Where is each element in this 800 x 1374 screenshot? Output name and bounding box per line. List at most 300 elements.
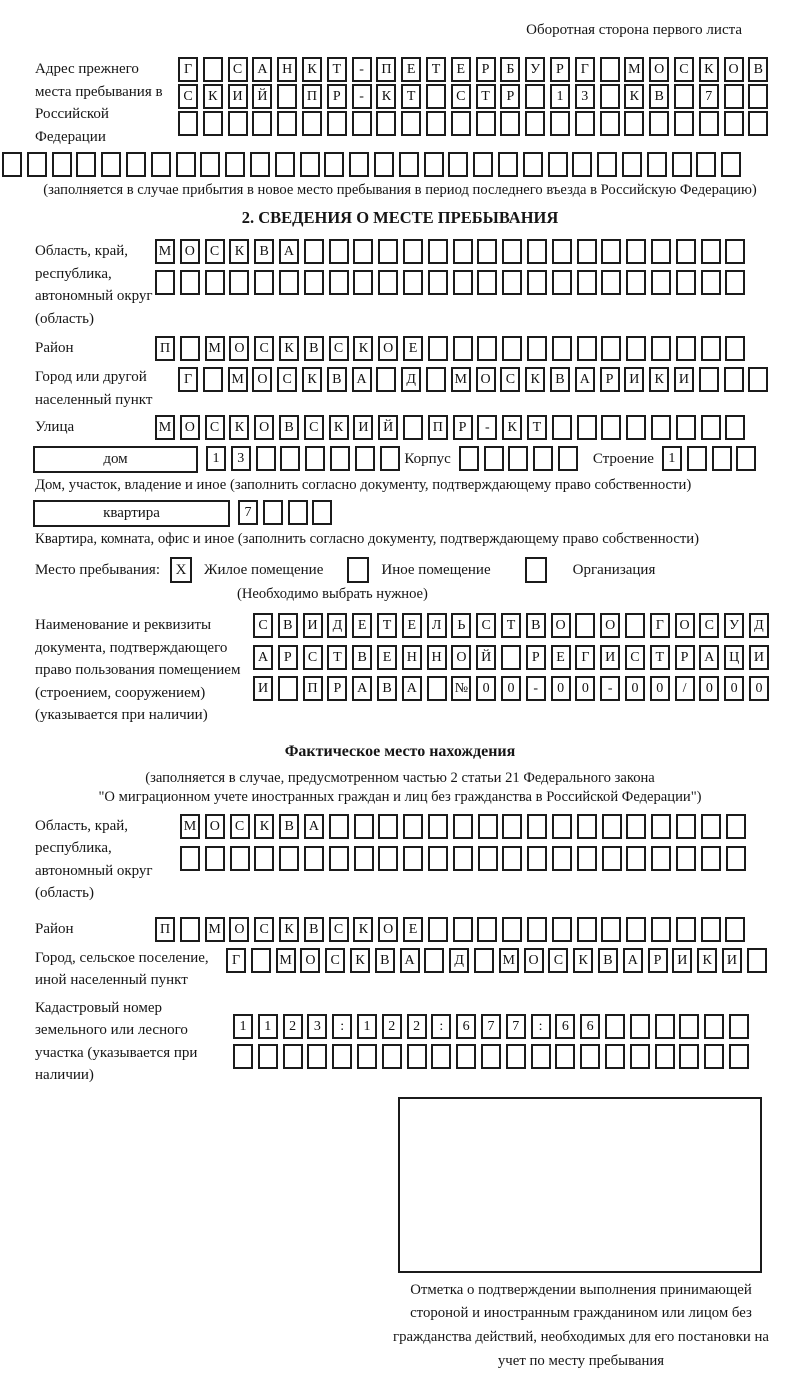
char-cell[interactable]: С [500, 367, 520, 392]
char-cell[interactable] [258, 1044, 278, 1069]
char-cell[interactable] [725, 917, 745, 942]
char-cell[interactable]: У [724, 613, 744, 638]
char-cell[interactable]: И [672, 948, 692, 973]
char-cell[interactable] [233, 1044, 253, 1069]
char-cell[interactable]: Е [352, 613, 372, 638]
char-cell[interactable] [651, 415, 671, 440]
char-cell[interactable] [251, 948, 271, 973]
char-cell[interactable] [399, 152, 419, 177]
char-cell[interactable] [327, 111, 347, 136]
char-cell[interactable]: П [376, 57, 396, 82]
char-cell[interactable] [548, 152, 568, 177]
char-cell[interactable] [453, 814, 473, 839]
char-cell[interactable] [329, 239, 349, 264]
char-cell[interactable] [354, 814, 374, 839]
char-cell[interactable] [525, 84, 545, 109]
char-cell[interactable] [101, 152, 121, 177]
char-cell[interactable]: В [278, 613, 298, 638]
char-cell[interactable]: К [699, 57, 719, 82]
char-cell[interactable] [203, 57, 223, 82]
char-cell[interactable] [701, 814, 721, 839]
char-cell[interactable] [724, 84, 744, 109]
char-cell[interactable]: А [699, 645, 719, 670]
char-cell[interactable]: А [400, 948, 420, 973]
char-cell[interactable]: П [303, 676, 323, 701]
char-cell[interactable]: 0 [551, 676, 571, 701]
char-cell[interactable]: М [276, 948, 296, 973]
char-cell[interactable]: 0 [476, 676, 496, 701]
char-cell[interactable] [555, 1044, 575, 1069]
char-cell[interactable]: В [304, 917, 324, 942]
char-cell[interactable]: Т [377, 613, 397, 638]
char-cell[interactable]: А [352, 676, 372, 701]
char-cell[interactable] [701, 336, 721, 361]
char-cell[interactable] [378, 846, 398, 871]
region-row-2[interactable] [155, 270, 750, 295]
char-cell[interactable] [355, 446, 375, 471]
char-cell[interactable]: С [205, 415, 225, 440]
document-row-2[interactable] [253, 645, 774, 670]
char-cell[interactable] [254, 270, 274, 295]
char-cell[interactable] [577, 814, 597, 839]
char-cell[interactable] [601, 270, 621, 295]
char-cell[interactable] [552, 270, 572, 295]
char-cell[interactable] [278, 676, 298, 701]
char-cell[interactable]: С [476, 613, 496, 638]
stroenie-row[interactable] [662, 446, 761, 471]
char-cell[interactable]: Т [327, 645, 347, 670]
street-row[interactable] [155, 415, 750, 440]
char-cell[interactable]: О [675, 613, 695, 638]
char-cell[interactable]: В [375, 948, 395, 973]
char-cell[interactable] [701, 846, 721, 871]
char-cell[interactable]: Р [476, 57, 496, 82]
char-cell[interactable]: Е [403, 336, 423, 361]
char-cell[interactable] [508, 446, 528, 471]
char-cell[interactable] [725, 415, 745, 440]
char-cell[interactable]: 7 [238, 500, 258, 525]
char-cell[interactable] [176, 152, 196, 177]
char-cell[interactable] [180, 917, 200, 942]
char-cell[interactable] [428, 917, 448, 942]
char-cell[interactable] [602, 846, 622, 871]
char-cell[interactable]: К [350, 948, 370, 973]
char-cell[interactable] [453, 270, 473, 295]
char-cell[interactable] [712, 446, 732, 471]
document-row-1[interactable] [253, 613, 774, 638]
char-cell[interactable] [300, 152, 320, 177]
char-cell[interactable] [453, 239, 473, 264]
char-cell[interactable]: Т [501, 613, 521, 638]
char-cell[interactable] [502, 846, 522, 871]
document-row-3[interactable] [253, 676, 774, 701]
char-cell[interactable] [277, 111, 297, 136]
char-cell[interactable] [601, 917, 621, 942]
char-cell[interactable] [76, 152, 96, 177]
char-cell[interactable]: В [550, 367, 570, 392]
char-cell[interactable] [288, 500, 308, 525]
char-cell[interactable] [527, 846, 547, 871]
char-cell[interactable]: С [625, 645, 645, 670]
char-cell[interactable] [27, 152, 47, 177]
char-cell[interactable] [725, 336, 745, 361]
char-cell[interactable] [283, 1044, 303, 1069]
char-cell[interactable] [305, 446, 325, 471]
char-cell[interactable] [428, 239, 448, 264]
char-cell[interactable] [478, 846, 498, 871]
char-cell[interactable] [523, 152, 543, 177]
char-cell[interactable] [250, 152, 270, 177]
char-cell[interactable] [699, 111, 719, 136]
char-cell[interactable]: В [304, 336, 324, 361]
char-cell[interactable]: В [254, 239, 274, 264]
char-cell[interactable] [324, 152, 344, 177]
char-cell[interactable] [428, 846, 448, 871]
char-cell[interactable]: И [674, 367, 694, 392]
char-cell[interactable] [679, 1014, 699, 1039]
char-cell[interactable] [307, 1044, 327, 1069]
char-cell[interactable]: 7 [481, 1014, 501, 1039]
char-cell[interactable]: : [431, 1014, 451, 1039]
char-cell[interactable] [674, 111, 694, 136]
char-cell[interactable] [601, 336, 621, 361]
char-cell[interactable] [724, 367, 744, 392]
char-cell[interactable] [312, 500, 332, 525]
char-cell[interactable] [498, 152, 518, 177]
char-cell[interactable]: О [300, 948, 320, 973]
char-cell[interactable] [353, 239, 373, 264]
char-cell[interactable] [329, 814, 349, 839]
char-cell[interactable] [478, 814, 498, 839]
char-cell[interactable]: Й [252, 84, 272, 109]
char-cell[interactable]: Т [476, 84, 496, 109]
char-cell[interactable] [155, 270, 175, 295]
char-cell[interactable]: 1 [233, 1014, 253, 1039]
char-cell[interactable] [575, 111, 595, 136]
char-cell[interactable]: К [279, 336, 299, 361]
char-cell[interactable] [704, 1014, 724, 1039]
char-cell[interactable]: С [674, 57, 694, 82]
char-cell[interactable] [477, 917, 497, 942]
previous-address-row-3[interactable] [178, 111, 773, 136]
char-cell[interactable] [651, 270, 671, 295]
char-cell[interactable] [527, 239, 547, 264]
char-cell[interactable] [622, 152, 642, 177]
char-cell[interactable] [748, 111, 768, 136]
char-cell[interactable]: К [353, 336, 373, 361]
char-cell[interactable] [725, 239, 745, 264]
char-cell[interactable] [651, 336, 671, 361]
char-cell[interactable] [280, 446, 300, 471]
char-cell[interactable]: 2 [382, 1014, 402, 1039]
char-cell[interactable] [374, 152, 394, 177]
char-cell[interactable]: К [649, 367, 669, 392]
char-cell[interactable]: И [303, 613, 323, 638]
char-cell[interactable] [626, 415, 646, 440]
char-cell[interactable]: Н [402, 645, 422, 670]
char-cell[interactable] [527, 336, 547, 361]
char-cell[interactable]: С [254, 336, 274, 361]
char-cell[interactable] [552, 814, 572, 839]
char-cell[interactable] [448, 152, 468, 177]
char-cell[interactable]: К [203, 84, 223, 109]
char-cell[interactable] [501, 645, 521, 670]
char-cell[interactable]: И [600, 645, 620, 670]
char-cell[interactable]: 0 [575, 676, 595, 701]
char-cell[interactable]: 0 [501, 676, 521, 701]
char-cell[interactable] [676, 239, 696, 264]
district-row[interactable] [155, 336, 750, 361]
char-cell[interactable]: О [205, 814, 225, 839]
char-cell[interactable] [676, 415, 696, 440]
char-cell[interactable] [230, 846, 250, 871]
char-cell[interactable]: А [623, 948, 643, 973]
char-cell[interactable] [747, 948, 767, 973]
char-cell[interactable] [52, 152, 72, 177]
char-cell[interactable]: С [699, 613, 719, 638]
char-cell[interactable] [699, 367, 719, 392]
char-cell[interactable] [687, 446, 707, 471]
char-cell[interactable]: Г [178, 367, 198, 392]
char-cell[interactable] [382, 1044, 402, 1069]
char-cell[interactable] [580, 1044, 600, 1069]
char-cell[interactable]: Г [575, 645, 595, 670]
char-cell[interactable] [748, 367, 768, 392]
char-cell[interactable]: Т [527, 415, 547, 440]
char-cell[interactable] [630, 1044, 650, 1069]
char-cell[interactable]: С [228, 57, 248, 82]
char-cell[interactable] [577, 415, 597, 440]
cadastral-row-2[interactable] [233, 1044, 754, 1069]
char-cell[interactable] [330, 446, 350, 471]
char-cell[interactable]: И [353, 415, 373, 440]
char-cell[interactable] [701, 239, 721, 264]
char-cell[interactable] [277, 84, 297, 109]
char-cell[interactable]: С [329, 336, 349, 361]
char-cell[interactable] [577, 846, 597, 871]
char-cell[interactable] [500, 111, 520, 136]
char-cell[interactable]: М [155, 239, 175, 264]
char-cell[interactable] [203, 111, 223, 136]
char-cell[interactable]: 6 [555, 1014, 575, 1039]
char-cell[interactable]: Д [749, 613, 769, 638]
char-cell[interactable]: О [229, 917, 249, 942]
char-cell[interactable] [525, 111, 545, 136]
char-cell[interactable]: К [254, 814, 274, 839]
char-cell[interactable] [275, 152, 295, 177]
char-cell[interactable] [352, 111, 372, 136]
char-cell[interactable]: М [180, 814, 200, 839]
char-cell[interactable] [624, 111, 644, 136]
char-cell[interactable] [701, 917, 721, 942]
char-cell[interactable] [701, 270, 721, 295]
char-cell[interactable]: Г [650, 613, 670, 638]
char-cell[interactable] [626, 239, 646, 264]
char-cell[interactable]: О [451, 645, 471, 670]
char-cell[interactable] [403, 846, 423, 871]
char-cell[interactable]: О [476, 367, 496, 392]
char-cell[interactable] [527, 917, 547, 942]
char-cell[interactable] [672, 152, 692, 177]
char-cell[interactable]: : [531, 1014, 551, 1039]
char-cell[interactable]: О [180, 415, 200, 440]
char-cell[interactable]: 3 [575, 84, 595, 109]
char-cell[interactable] [329, 846, 349, 871]
char-cell[interactable]: А [279, 239, 299, 264]
char-cell[interactable]: Р [550, 57, 570, 82]
actual-city-row[interactable] [226, 948, 772, 973]
char-cell[interactable] [357, 1044, 377, 1069]
region-row-1[interactable] [155, 239, 750, 264]
char-cell[interactable] [655, 1044, 675, 1069]
char-cell[interactable]: 2 [283, 1014, 303, 1039]
char-cell[interactable]: К [279, 917, 299, 942]
char-cell[interactable] [575, 613, 595, 638]
char-cell[interactable]: - [600, 676, 620, 701]
char-cell[interactable]: / [675, 676, 695, 701]
char-cell[interactable]: 0 [650, 676, 670, 701]
char-cell[interactable]: В [598, 948, 618, 973]
char-cell[interactable]: - [352, 84, 372, 109]
char-cell[interactable] [229, 270, 249, 295]
char-cell[interactable]: О [551, 613, 571, 638]
char-cell[interactable] [626, 814, 646, 839]
char-cell[interactable] [304, 846, 324, 871]
char-cell[interactable] [701, 415, 721, 440]
char-cell[interactable]: К [353, 917, 373, 942]
char-cell[interactable] [655, 1014, 675, 1039]
char-cell[interactable]: В [279, 415, 299, 440]
char-cell[interactable]: 2 [407, 1014, 427, 1039]
char-cell[interactable]: Т [327, 57, 347, 82]
char-cell[interactable]: К [525, 367, 545, 392]
char-cell[interactable]: К [229, 415, 249, 440]
char-cell[interactable]: 3 [307, 1014, 327, 1039]
char-cell[interactable] [502, 814, 522, 839]
char-cell[interactable]: О [254, 415, 274, 440]
char-cell[interactable]: А [402, 676, 422, 701]
char-cell[interactable] [254, 846, 274, 871]
char-cell[interactable] [552, 239, 572, 264]
char-cell[interactable] [332, 1044, 352, 1069]
char-cell[interactable]: Т [401, 84, 421, 109]
char-cell[interactable]: М [624, 57, 644, 82]
char-cell[interactable]: Н [427, 645, 447, 670]
char-cell[interactable] [477, 270, 497, 295]
char-cell[interactable]: А [352, 367, 372, 392]
char-cell[interactable]: С [548, 948, 568, 973]
char-cell[interactable] [674, 84, 694, 109]
char-cell[interactable]: И [624, 367, 644, 392]
char-cell[interactable] [605, 1014, 625, 1039]
char-cell[interactable] [476, 111, 496, 136]
char-cell[interactable] [550, 111, 570, 136]
char-cell[interactable]: В [327, 367, 347, 392]
char-cell[interactable] [228, 111, 248, 136]
char-cell[interactable]: С [451, 84, 471, 109]
char-cell[interactable]: А [304, 814, 324, 839]
char-cell[interactable]: 3 [231, 446, 251, 471]
char-cell[interactable] [676, 814, 696, 839]
char-cell[interactable] [473, 152, 493, 177]
char-cell[interactable]: У [525, 57, 545, 82]
checkbox-organization[interactable] [525, 557, 547, 583]
char-cell[interactable]: Д [327, 613, 347, 638]
char-cell[interactable]: С [230, 814, 250, 839]
char-cell[interactable]: В [649, 84, 669, 109]
char-cell[interactable] [724, 111, 744, 136]
char-cell[interactable]: 7 [506, 1014, 526, 1039]
char-cell[interactable] [424, 948, 444, 973]
char-cell[interactable] [353, 270, 373, 295]
char-cell[interactable] [626, 846, 646, 871]
char-cell[interactable] [279, 846, 299, 871]
char-cell[interactable] [676, 846, 696, 871]
char-cell[interactable]: О [180, 239, 200, 264]
char-cell[interactable]: Л [427, 613, 447, 638]
char-cell[interactable] [558, 446, 578, 471]
char-cell[interactable]: 1 [550, 84, 570, 109]
char-cell[interactable] [601, 415, 621, 440]
apartment-number-row[interactable] [238, 500, 337, 525]
char-cell[interactable] [378, 239, 398, 264]
char-cell[interactable] [256, 446, 276, 471]
char-cell[interactable] [704, 1044, 724, 1069]
char-cell[interactable]: 1 [662, 446, 682, 471]
char-cell[interactable] [600, 111, 620, 136]
char-cell[interactable]: Ц [724, 645, 744, 670]
korpus-row[interactable] [459, 446, 583, 471]
char-cell[interactable] [302, 111, 322, 136]
char-cell[interactable]: С [304, 415, 324, 440]
char-cell[interactable] [474, 948, 494, 973]
char-cell[interactable] [380, 446, 400, 471]
char-cell[interactable] [453, 917, 473, 942]
char-cell[interactable]: Б [500, 57, 520, 82]
char-cell[interactable]: 0 [724, 676, 744, 701]
char-cell[interactable] [602, 814, 622, 839]
char-cell[interactable] [304, 239, 324, 264]
char-cell[interactable] [428, 336, 448, 361]
char-cell[interactable] [625, 613, 645, 638]
char-cell[interactable]: - [477, 415, 497, 440]
char-cell[interactable] [205, 270, 225, 295]
char-cell[interactable] [552, 336, 572, 361]
char-cell[interactable]: А [253, 645, 273, 670]
char-cell[interactable] [376, 367, 396, 392]
char-cell[interactable] [679, 1044, 699, 1069]
char-cell[interactable] [726, 846, 746, 871]
char-cell[interactable] [426, 367, 446, 392]
char-cell[interactable] [502, 336, 522, 361]
char-cell[interactable] [481, 1044, 501, 1069]
char-cell[interactable] [600, 57, 620, 82]
char-cell[interactable]: С [253, 613, 273, 638]
char-cell[interactable] [428, 270, 448, 295]
char-cell[interactable]: С [205, 239, 225, 264]
cadastral-row-1[interactable] [233, 1014, 754, 1039]
char-cell[interactable] [180, 336, 200, 361]
char-cell[interactable]: С [303, 645, 323, 670]
char-cell[interactable] [424, 152, 444, 177]
char-cell[interactable] [647, 152, 667, 177]
previous-address-row-2[interactable] [178, 84, 773, 109]
char-cell[interactable] [651, 846, 671, 871]
char-cell[interactable]: Й [476, 645, 496, 670]
char-cell[interactable]: О [524, 948, 544, 973]
char-cell[interactable]: С [325, 948, 345, 973]
char-cell[interactable]: 0 [749, 676, 769, 701]
